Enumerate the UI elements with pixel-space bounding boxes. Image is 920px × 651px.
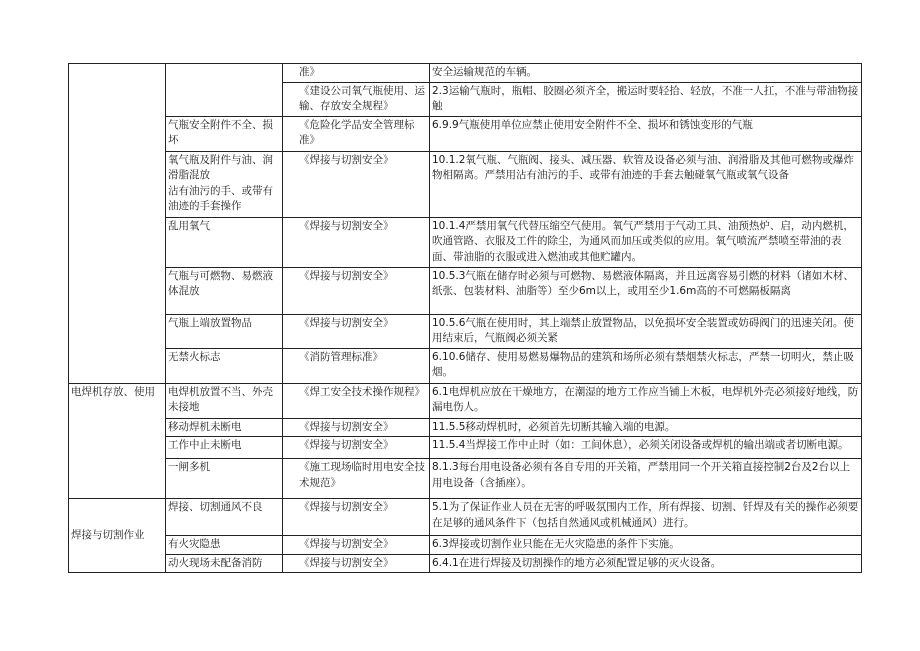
safety-regulation-table (68, 63, 862, 573)
table-row (69, 536, 862, 555)
table-row (69, 267, 862, 314)
standard-cell: 《危险化学品安全管理标准》 (283, 116, 430, 151)
hazard-cell (166, 151, 283, 217)
hazard-cell: 乱用氧气 (166, 217, 283, 267)
table-row (69, 217, 862, 267)
requirement-cell: 6.9.9气瓶使用单位应禁止使用安全附件不全、损坏和锈蚀变形的气瓶 (430, 116, 862, 151)
hazard-cell: 一闸多机 (166, 459, 283, 499)
hazard-cell: 气瓶上端放置物品 (166, 314, 283, 348)
table-row (69, 437, 862, 459)
requirement-cell: 6.10.6储存、使用易燃易爆物品的建筑和场所必须有禁烟禁火标志，严禁一切明火，禁止吸烟。 (430, 348, 862, 383)
requirement-cell: 10.1.4严禁用氧气代替压缩空气使用。氧气严禁用于气动工具、油预热炉、启，动内燃机，吹通管路、衣服及工件的除尘，为通风而加压或类似的应用。氧气喷流严禁喷至带油的表面、带油脂的衣服或进入燃油或其他贮罐内。 (430, 217, 862, 267)
table-row (69, 348, 862, 383)
requirement-cell: 10.5.3气瓶在储存时必须与可燃物、易燃液体隔离，并且远离容易引燃的材料（诸如木材、纸张、包装材料、油脂等）至少6m以上，或用至少1.6m高的不可燃隔板隔离 (430, 267, 862, 314)
requirement-cell: 安全运输规范的车辆。 (430, 64, 862, 83)
hazard-cell: 有火灾隐患 (166, 536, 283, 555)
table-row (69, 151, 862, 217)
table-row (69, 459, 862, 499)
hazard-cell: 无禁火标志 (166, 348, 283, 383)
standard-cell: 《焊接与切割安全》 (283, 536, 430, 555)
requirement-cell: 5.1为了保证作业人员在无害的呼吸氛围内工作，所有焊接、切割、钎焊及有关的操作必须要在足够的通风条件下（包括自然通风或机械通风）进行。 (430, 499, 862, 536)
requirement-cell: 11.5.5移动焊机时，必须首先切断其输入端的电源。 (430, 418, 862, 437)
hazard-line: 沾有油污的手、或带有油迹的手套操作 (168, 184, 273, 212)
standard-cell: 《焊接与切割安全》 (283, 314, 430, 348)
table-row (69, 554, 862, 573)
table-row (69, 383, 862, 418)
standard-cell: 准》 (283, 64, 430, 83)
standard-cell: 《消防管理标准》 (283, 348, 430, 383)
table-row (69, 499, 862, 536)
hazard-cell (166, 64, 283, 117)
standard-cell: 《焊接与切割安全》 (283, 217, 430, 267)
requirement-cell: 6.3焊接或切割作业只能在无火灾隐患的条件下实施。 (430, 536, 862, 555)
category-cell: 电焊机存放、使用 (69, 383, 166, 499)
table-row (69, 116, 862, 151)
requirement-cell: 10.5.6气瓶在使用时，其上端禁止放置物品，以免损坏安全装置或妨碍阀门的迅速关闭。使用结束后，气瓶阀必须关紧 (430, 314, 862, 348)
requirement-cell: 11.5.4当焊接工作中止时（如：工间休息），必须关闭设备或焊机的输出端或者切断电源。 (430, 437, 862, 459)
requirement-cell: 2.3运输气瓶时，瓶帽、胶圈必须齐全，搬运时要轻拾、轻放，不准一人扛，不准与带油物接触 (430, 82, 862, 116)
category-cell: 焊接与切割作业 (69, 499, 166, 573)
table-row (69, 64, 862, 83)
requirement-cell: 8.1.3每台用电设备必须有各自专用的开关箱，严禁用同一个开关箱直接控制2台及2台以上用电设备（含插座）。 (430, 459, 862, 499)
hazard-line: 氧气瓶及附件与油、润滑脂混放 (168, 153, 273, 181)
table-row (69, 418, 862, 437)
table-row (69, 314, 862, 348)
standard-cell: 《焊接与切割安全》 (283, 554, 430, 573)
standard-cell: 《建设公司氧气瓶使用、运输、存放安全规程》 (283, 82, 430, 116)
requirement-cell: 6.1电焊机应放在干燥地方，在潮湿的地方工作应当铺上木板，电焊机外壳必须接好地线，防漏电伤人。 (430, 383, 862, 418)
hazard-cell: 焊接、切割通风不良 (166, 499, 283, 536)
hazard-cell: 气瓶安全附件不全、损坏 (166, 116, 283, 151)
hazard-cell: 电焊机放置不当、外壳未接地 (166, 383, 283, 418)
standard-cell: 《焊接与切割安全》 (283, 151, 430, 217)
hazard-cell: 移动焊机未断电 (166, 418, 283, 437)
standard-cell: 《焊接与切割安全》 (283, 437, 430, 459)
hazard-cell: 动火现场未配备消防 (166, 554, 283, 573)
standard-cell: 《焊接与切割安全》 (283, 418, 430, 437)
standard-cell: 《施工现场临时用电安全技术规范》 (283, 459, 430, 499)
requirement-cell: 10.1.2氧气瓶、气瓶阀、接头、减压器、软管及设备必须与油、润滑脂及其他可燃物或爆炸物相隔离。严禁用沾有油污的手、或带有油迹的手套去触碰氧气瓶或氧气设备 (430, 151, 862, 217)
requirement-cell: 6.4.1在进行焊接及切割操作的地方必须配置足够的灭火设备。 (430, 554, 862, 573)
standard-cell: 《焊接与切割安全》 (283, 499, 430, 536)
category-cell (69, 64, 166, 384)
hazard-cell: 气瓶与可燃物、易燃液体混放 (166, 267, 283, 314)
standard-cell: 《焊接与切割安全》 (283, 267, 430, 314)
standard-cell: 《焊工安全技术操作规程》 (283, 383, 430, 418)
hazard-cell: 工作中止未断电 (166, 437, 283, 459)
